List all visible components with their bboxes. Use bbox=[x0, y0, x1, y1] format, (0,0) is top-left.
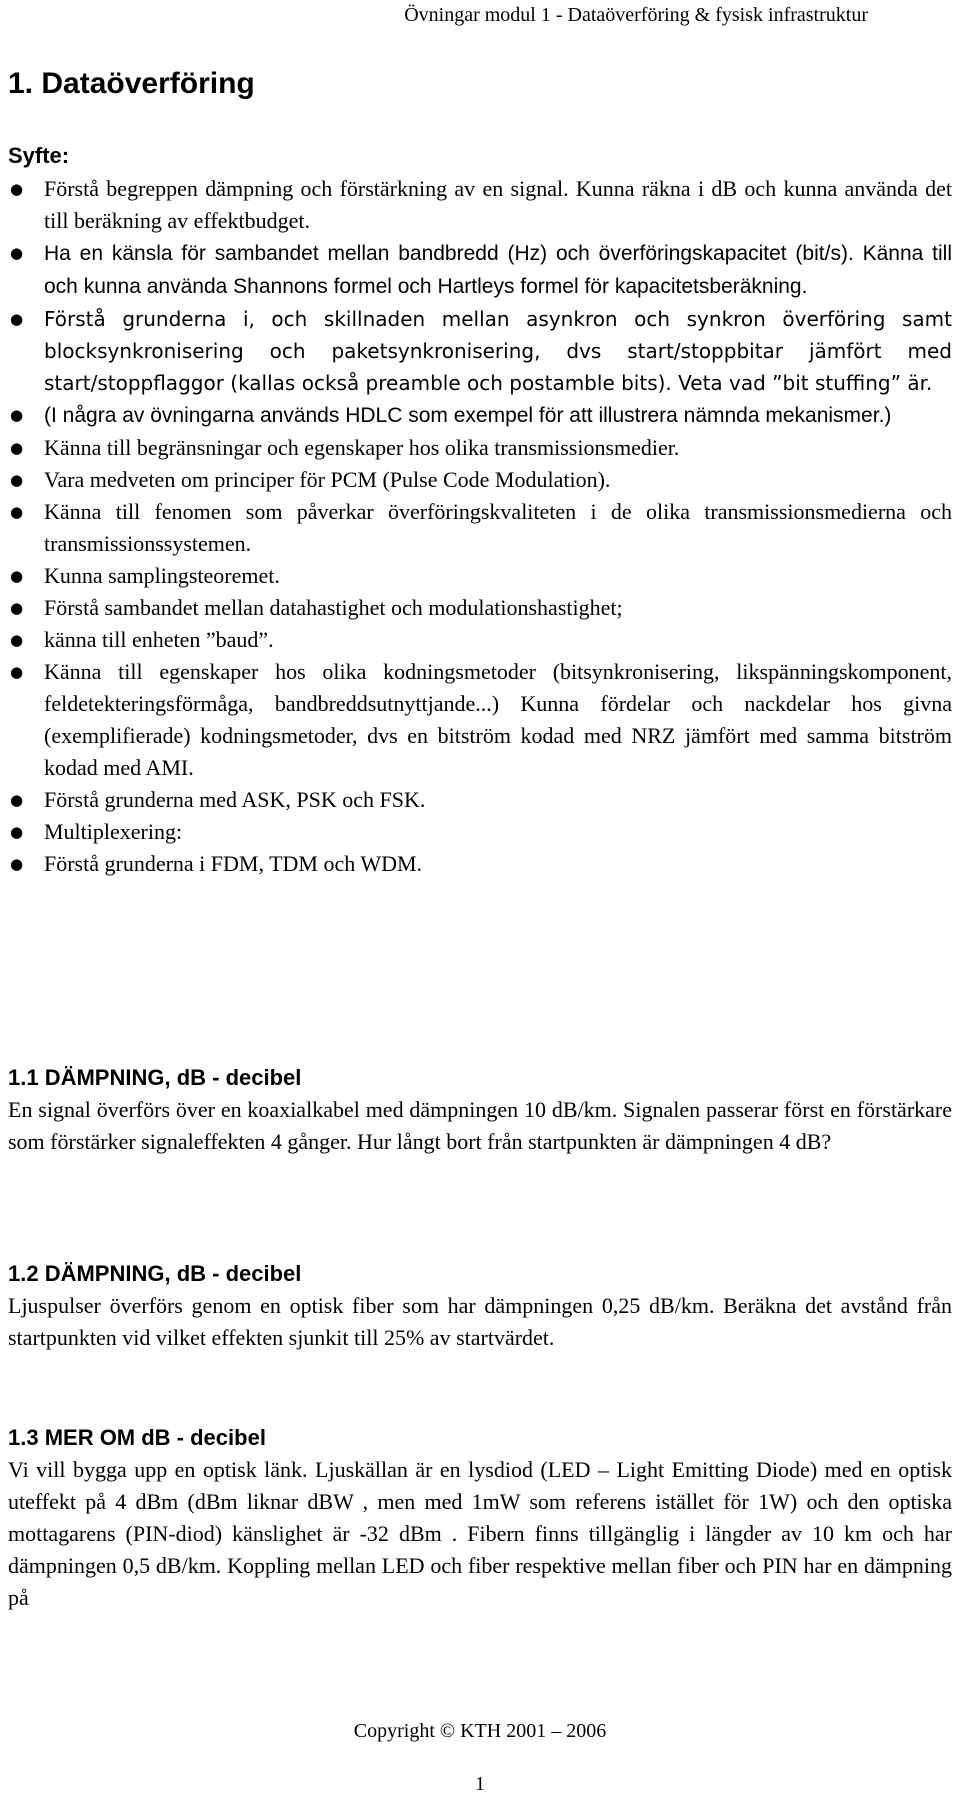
bullet-icon: ● bbox=[10, 663, 24, 681]
bullet-icon: ● bbox=[10, 791, 24, 809]
list-item bbox=[8, 464, 952, 496]
page-number: 1 bbox=[475, 1773, 485, 1795]
bullet-icon: ● bbox=[10, 823, 24, 841]
list-item bbox=[8, 303, 952, 399]
list-item bbox=[8, 496, 952, 560]
section-body: Vi vill bygga upp en optisk länk. Ljuskällan är en lysdiod (LED – Light Emitting Diode) med en optisk uteffekt på 4 dBm (dBm liknar dBW , men med 1mW som referens istället för 1W) och den optiska mottagarens (PIN-diod) känslighet är -32 dBm . Fibern finns tillgänglig i längder av 10 km och har dämpningen 0,5 dB/km. Koppling mellan LED och fiber respektive mellan fiber och PIN har en dämpning på bbox=[8, 1457, 952, 1610]
bullet-icon: ● bbox=[10, 471, 24, 489]
list-item-text: Vara medveten om principer för PCM (Pulse Code Modulation). bbox=[44, 467, 611, 492]
list-item-text: Förstå begreppen dämpning och förstärkning av en signal. Kunna räkna i dB och kunna använda det till beräkning av effektbudget. bbox=[44, 176, 952, 233]
list-item-text: (I några av övningarna används HDLC som exempel för att illustrera nämnda mekanismer.) bbox=[44, 404, 892, 427]
copyright-footer: Copyright © KTH 2001 – 2006 bbox=[353, 1720, 607, 1742]
list-item-text: Känna till fenomen som påverkar överföringskvaliteten i de olika transmissionsmedierna och transmissionssystemen. bbox=[44, 499, 952, 556]
list-item bbox=[8, 848, 952, 880]
running-header: Övningar modul 1 - Dataöverföring & fysisk infrastruktur bbox=[404, 4, 868, 26]
bullet-icon: ● bbox=[10, 310, 24, 328]
bullet-icon: ● bbox=[10, 503, 24, 521]
list-item bbox=[8, 784, 952, 816]
bullet-icon: ● bbox=[10, 631, 24, 649]
bullet-icon: ● bbox=[10, 439, 24, 457]
exercise-1-3 bbox=[8, 1422, 952, 1614]
bullet-icon: ● bbox=[10, 180, 24, 198]
syfte-label: Syfte: bbox=[8, 143, 70, 168]
list-item-text: känna till enheten ”baud”. bbox=[44, 627, 274, 652]
exercise-1-2 bbox=[8, 1258, 952, 1354]
list-item-text: Förstå grunderna med ASK, PSK och FSK. bbox=[44, 787, 426, 812]
list-item-text: Kunna samplingsteoremet. bbox=[44, 563, 280, 588]
bullet-icon: ● bbox=[10, 599, 24, 617]
exercise-1-1 bbox=[8, 1062, 952, 1158]
list-item-text: Förstå grunderna i FDM, TDM och WDM. bbox=[44, 851, 423, 876]
goals-list bbox=[8, 173, 952, 880]
section-title: 1.3 MER OM dB - decibel bbox=[8, 1425, 266, 1450]
list-item bbox=[8, 592, 952, 624]
bullet-icon: ● bbox=[10, 244, 24, 262]
list-item-text: Känna till egenskaper hos olika kodningsmetoder (bitsynkronisering, likspänningskomponent, feldetekteringsförmåga, bandbreddsutnyttjande...) Kunna fördelar och nackdelar hos givna (exemplifierade) kodningsmetoder, dvs en bitström kodad med NRZ jämfört med samma bitström kodad med AMI. bbox=[44, 659, 952, 780]
bullet-icon: ● bbox=[10, 567, 24, 585]
bullet-icon: ● bbox=[10, 406, 24, 424]
list-item bbox=[8, 624, 952, 656]
list-item-text: Förstå sambandet mellan datahastighet och modulationshastighet; bbox=[44, 595, 623, 620]
list-item-text: Känna till begränsningar och egenskaper hos olika transmissionsmedier. bbox=[44, 435, 680, 460]
list-item bbox=[8, 237, 952, 303]
list-item bbox=[8, 432, 952, 464]
list-item-text: Multiplexering: bbox=[44, 819, 183, 844]
list-item-text: Ha en känsla för sambandet mellan bandbredd (Hz) och överföringskapacitet (bit/s). Känna till och kunna använda Shannons formel och Hartleys formel för kapacitetsberäkning. bbox=[44, 242, 952, 298]
list-item bbox=[8, 560, 952, 592]
section-body: Ljuspulser överförs genom en optisk fiber som har dämpningen 0,25 dB/km. Beräkna det avstånd från startpunkten vid vilket effekten sjunkit till 25% av startvärdet. bbox=[8, 1293, 952, 1350]
list-item bbox=[8, 173, 952, 237]
bullet-icon: ● bbox=[10, 855, 24, 873]
chapter-title: 1. Dataöverföring bbox=[8, 67, 255, 100]
section-body: En signal överförs över en koaxialkabel med dämpningen 10 dB/km. Signalen passerar först en förstärkare som förstärker signaleffekten 4 gånger. Hur långt bort från startpunkten är dämpningen 4 dB? bbox=[8, 1097, 952, 1154]
list-item bbox=[8, 816, 952, 848]
list-item-text: Förstå grunderna i, och skillnaden mellan asynkron och synkron överföring samt blocksynkronisering och paketsynkronisering, dvs start/stoppbitar jämfört med start/stoppflaggor (kallas också preamble och postamble bits). Veta vad ”bit stuffing” är. bbox=[44, 307, 952, 395]
section-title: 1.2 DÄMPNING, dB - decibel bbox=[8, 1261, 302, 1286]
list-item bbox=[8, 656, 952, 784]
section-title: 1.1 DÄMPNING, dB - decibel bbox=[8, 1065, 302, 1090]
list-item bbox=[8, 399, 952, 432]
